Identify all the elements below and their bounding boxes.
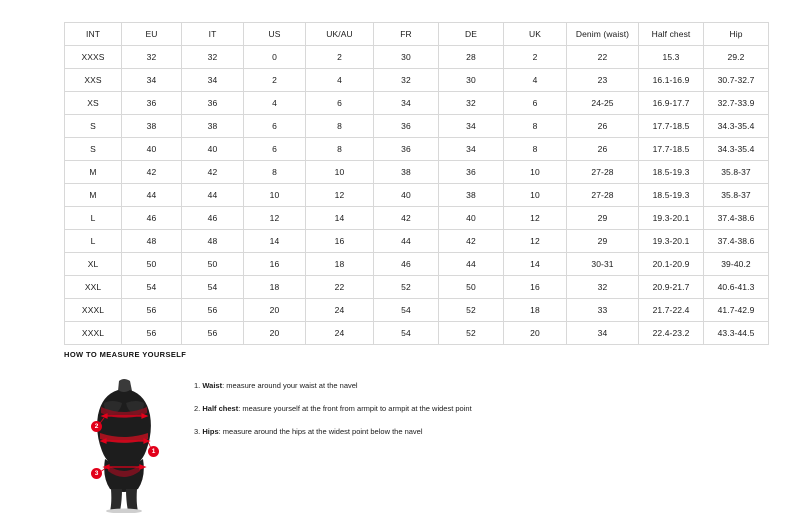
size-value-cell: 50	[182, 253, 244, 276]
size-value-cell: 14	[306, 207, 374, 230]
table-row	[65, 46, 769, 69]
size-value-cell: 30-31	[567, 253, 639, 276]
size-label-cell: L	[65, 230, 122, 253]
size-label-cell: XXXL	[65, 299, 122, 322]
size-value-cell: 44	[439, 253, 504, 276]
table-row	[65, 115, 769, 138]
measure-instruction-1	[194, 381, 472, 390]
column-header-0: INT	[65, 23, 122, 46]
size-value-cell: 43.3-44.5	[704, 322, 769, 345]
table-header-row	[65, 23, 769, 46]
size-value-cell: 40	[182, 138, 244, 161]
size-value-cell: 26	[567, 115, 639, 138]
how-to-measure-body	[64, 373, 744, 513]
size-value-cell: 40	[122, 138, 182, 161]
measure-instruction-3	[194, 427, 472, 436]
size-value-cell: 18.5-19.3	[639, 184, 704, 207]
size-value-cell: 46	[122, 207, 182, 230]
size-value-cell: 16	[504, 276, 567, 299]
size-label-cell: L	[65, 207, 122, 230]
size-value-cell: 38	[439, 184, 504, 207]
size-value-cell: 8	[504, 115, 567, 138]
size-value-cell: 22	[306, 276, 374, 299]
marker-3: 3	[91, 468, 102, 479]
size-value-cell: 17.7-18.5	[639, 138, 704, 161]
table-header	[65, 23, 769, 46]
size-value-cell: 32	[567, 276, 639, 299]
how-to-measure-title: HOW TO MEASURE YOURSELF	[64, 350, 187, 359]
size-value-cell: 22	[567, 46, 639, 69]
size-label-cell: S	[65, 115, 122, 138]
size-value-cell: 6	[244, 115, 306, 138]
size-value-cell: 12	[306, 184, 374, 207]
size-label-cell: M	[65, 161, 122, 184]
size-table-container	[64, 22, 755, 345]
size-value-cell: 20.1-20.9	[639, 253, 704, 276]
table-row	[65, 207, 769, 230]
size-value-cell: 41.7-42.9	[704, 299, 769, 322]
size-value-cell: 29	[567, 230, 639, 253]
size-value-cell: 34	[439, 138, 504, 161]
size-value-cell: 52	[374, 276, 439, 299]
size-value-cell: 21.7-22.4	[639, 299, 704, 322]
size-value-cell: 36	[374, 138, 439, 161]
size-label-cell: S	[65, 138, 122, 161]
table-row	[65, 230, 769, 253]
size-label-cell: XL	[65, 253, 122, 276]
instruction-term: Half chest	[202, 404, 239, 413]
column-header-10: Hip	[704, 23, 769, 46]
size-value-cell: 33	[567, 299, 639, 322]
column-header-3: US	[244, 23, 306, 46]
size-value-cell: 14	[504, 253, 567, 276]
instruction-text: : measure around your waist at the navel	[222, 381, 358, 390]
size-value-cell: 44	[374, 230, 439, 253]
size-value-cell: 40	[374, 184, 439, 207]
size-value-cell: 36	[182, 92, 244, 115]
size-value-cell: 29.2	[704, 46, 769, 69]
marker-1: 1	[148, 446, 159, 457]
size-value-cell: 4	[306, 69, 374, 92]
size-value-cell: 20	[244, 299, 306, 322]
size-value-cell: 18	[244, 276, 306, 299]
column-header-6: DE	[439, 23, 504, 46]
size-value-cell: 35.8-37	[704, 161, 769, 184]
table-row	[65, 138, 769, 161]
size-value-cell: 54	[374, 299, 439, 322]
size-value-cell: 32	[122, 46, 182, 69]
size-value-cell: 12	[244, 207, 306, 230]
table-row	[65, 161, 769, 184]
size-value-cell: 6	[244, 138, 306, 161]
size-value-cell: 19.3-20.1	[639, 230, 704, 253]
size-value-cell: 4	[504, 69, 567, 92]
size-value-cell: 24-25	[567, 92, 639, 115]
size-value-cell: 24	[306, 322, 374, 345]
size-value-cell: 56	[182, 299, 244, 322]
size-value-cell: 8	[504, 138, 567, 161]
size-value-cell: 27-28	[567, 161, 639, 184]
size-value-cell: 36	[439, 161, 504, 184]
size-value-cell: 38	[122, 115, 182, 138]
size-value-cell: 42	[374, 207, 439, 230]
size-value-cell: 2	[504, 46, 567, 69]
instruction-text: : measure around the hips at the widest point below the navel	[218, 427, 423, 436]
size-value-cell: 23	[567, 69, 639, 92]
size-value-cell: 30	[374, 46, 439, 69]
size-value-cell: 42	[122, 161, 182, 184]
size-value-cell: 18.5-19.3	[639, 161, 704, 184]
column-header-2: IT	[182, 23, 244, 46]
size-value-cell: 19.3-20.1	[639, 207, 704, 230]
size-value-cell: 10	[504, 161, 567, 184]
size-value-cell: 34	[567, 322, 639, 345]
mannequin-illustration	[64, 373, 184, 513]
size-value-cell: 10	[306, 161, 374, 184]
size-value-cell: 8	[306, 115, 374, 138]
size-value-cell: 42	[182, 161, 244, 184]
instruction-term: Waist	[202, 381, 223, 390]
table-row	[65, 69, 769, 92]
size-value-cell: 0	[244, 46, 306, 69]
size-value-cell: 46	[182, 207, 244, 230]
size-value-cell: 36	[122, 92, 182, 115]
size-value-cell: 6	[306, 92, 374, 115]
size-value-cell: 50	[439, 276, 504, 299]
column-header-9: Half chest	[639, 23, 704, 46]
table-row	[65, 299, 769, 322]
instruction-text: : measure yourself at the front from armpit to armpit at the widest point	[238, 404, 472, 413]
size-value-cell: 2	[244, 69, 306, 92]
size-label-cell: XXL	[65, 276, 122, 299]
size-label-cell: XS	[65, 92, 122, 115]
how-to-measure-section	[64, 350, 744, 513]
size-value-cell: 32	[182, 46, 244, 69]
size-value-cell: 52	[439, 299, 504, 322]
size-value-cell: 20	[504, 322, 567, 345]
table-row	[65, 92, 769, 115]
marker-2: 2	[91, 421, 102, 432]
instruction-number: 2.	[194, 404, 201, 413]
size-value-cell: 16.9-17.7	[639, 92, 704, 115]
size-value-cell: 34	[374, 92, 439, 115]
size-value-cell: 36	[374, 115, 439, 138]
size-value-cell: 12	[504, 230, 567, 253]
size-value-cell: 28	[439, 46, 504, 69]
size-value-cell: 37.4-38.6	[704, 230, 769, 253]
table-row	[65, 276, 769, 299]
size-value-cell: 52	[439, 322, 504, 345]
size-value-cell: 44	[122, 184, 182, 207]
size-value-cell: 34	[439, 115, 504, 138]
size-value-cell: 46	[374, 253, 439, 276]
size-value-cell: 48	[122, 230, 182, 253]
size-value-cell: 14	[244, 230, 306, 253]
size-value-cell: 34.3-35.4	[704, 115, 769, 138]
size-conversion-table	[64, 22, 769, 345]
size-value-cell: 34.3-35.4	[704, 138, 769, 161]
size-value-cell: 4	[244, 92, 306, 115]
size-value-cell: 8	[244, 161, 306, 184]
size-value-cell: 38	[374, 161, 439, 184]
size-value-cell: 29	[567, 207, 639, 230]
size-value-cell: 37.4-38.6	[704, 207, 769, 230]
size-value-cell: 2	[306, 46, 374, 69]
size-value-cell: 34	[182, 69, 244, 92]
instruction-number: 3.	[194, 427, 201, 436]
size-value-cell: 17.7-18.5	[639, 115, 704, 138]
instruction-number: 1.	[194, 381, 201, 390]
size-value-cell: 32.7-33.9	[704, 92, 769, 115]
table-body	[65, 46, 769, 345]
size-value-cell: 24	[306, 299, 374, 322]
size-value-cell: 15.3	[639, 46, 704, 69]
size-value-cell: 54	[182, 276, 244, 299]
measure-instruction-2	[194, 404, 472, 413]
size-value-cell: 50	[122, 253, 182, 276]
size-value-cell: 34	[122, 69, 182, 92]
column-header-7: UK	[504, 23, 567, 46]
size-value-cell: 16.1-16.9	[639, 69, 704, 92]
size-value-cell: 35.8-37	[704, 184, 769, 207]
size-label-cell: XXXS	[65, 46, 122, 69]
size-value-cell: 30.7-32.7	[704, 69, 769, 92]
size-label-cell: XXXL	[65, 322, 122, 345]
size-value-cell: 44	[182, 184, 244, 207]
size-value-cell: 40.6-41.3	[704, 276, 769, 299]
table-row	[65, 184, 769, 207]
size-value-cell: 54	[374, 322, 439, 345]
mannequin-figure	[64, 373, 184, 513]
size-value-cell: 30	[439, 69, 504, 92]
size-value-cell: 32	[374, 69, 439, 92]
size-value-cell: 20	[244, 322, 306, 345]
column-header-1: EU	[122, 23, 182, 46]
size-value-cell: 16	[244, 253, 306, 276]
size-value-cell: 27-28	[567, 184, 639, 207]
size-value-cell: 54	[122, 276, 182, 299]
size-value-cell: 10	[244, 184, 306, 207]
size-value-cell: 40	[439, 207, 504, 230]
size-value-cell: 18	[306, 253, 374, 276]
size-value-cell: 12	[504, 207, 567, 230]
instruction-term: Hips	[202, 427, 219, 436]
size-label-cell: M	[65, 184, 122, 207]
column-header-5: FR	[374, 23, 439, 46]
size-value-cell: 22.4-23.2	[639, 322, 704, 345]
size-value-cell: 6	[504, 92, 567, 115]
column-header-4: UK/AU	[306, 23, 374, 46]
size-value-cell: 8	[306, 138, 374, 161]
measure-instructions	[194, 373, 472, 450]
size-value-cell: 56	[122, 299, 182, 322]
size-value-cell: 38	[182, 115, 244, 138]
size-value-cell: 39-40.2	[704, 253, 769, 276]
size-label-cell: XXS	[65, 69, 122, 92]
size-value-cell: 18	[504, 299, 567, 322]
size-value-cell: 48	[182, 230, 244, 253]
table-row	[65, 253, 769, 276]
size-value-cell: 32	[439, 92, 504, 115]
size-value-cell: 16	[306, 230, 374, 253]
size-value-cell: 42	[439, 230, 504, 253]
size-value-cell: 56	[122, 322, 182, 345]
size-value-cell: 26	[567, 138, 639, 161]
size-value-cell: 10	[504, 184, 567, 207]
column-header-8: Denim (waist)	[567, 23, 639, 46]
size-value-cell: 56	[182, 322, 244, 345]
size-value-cell: 20.9-21.7	[639, 276, 704, 299]
table-row	[65, 322, 769, 345]
